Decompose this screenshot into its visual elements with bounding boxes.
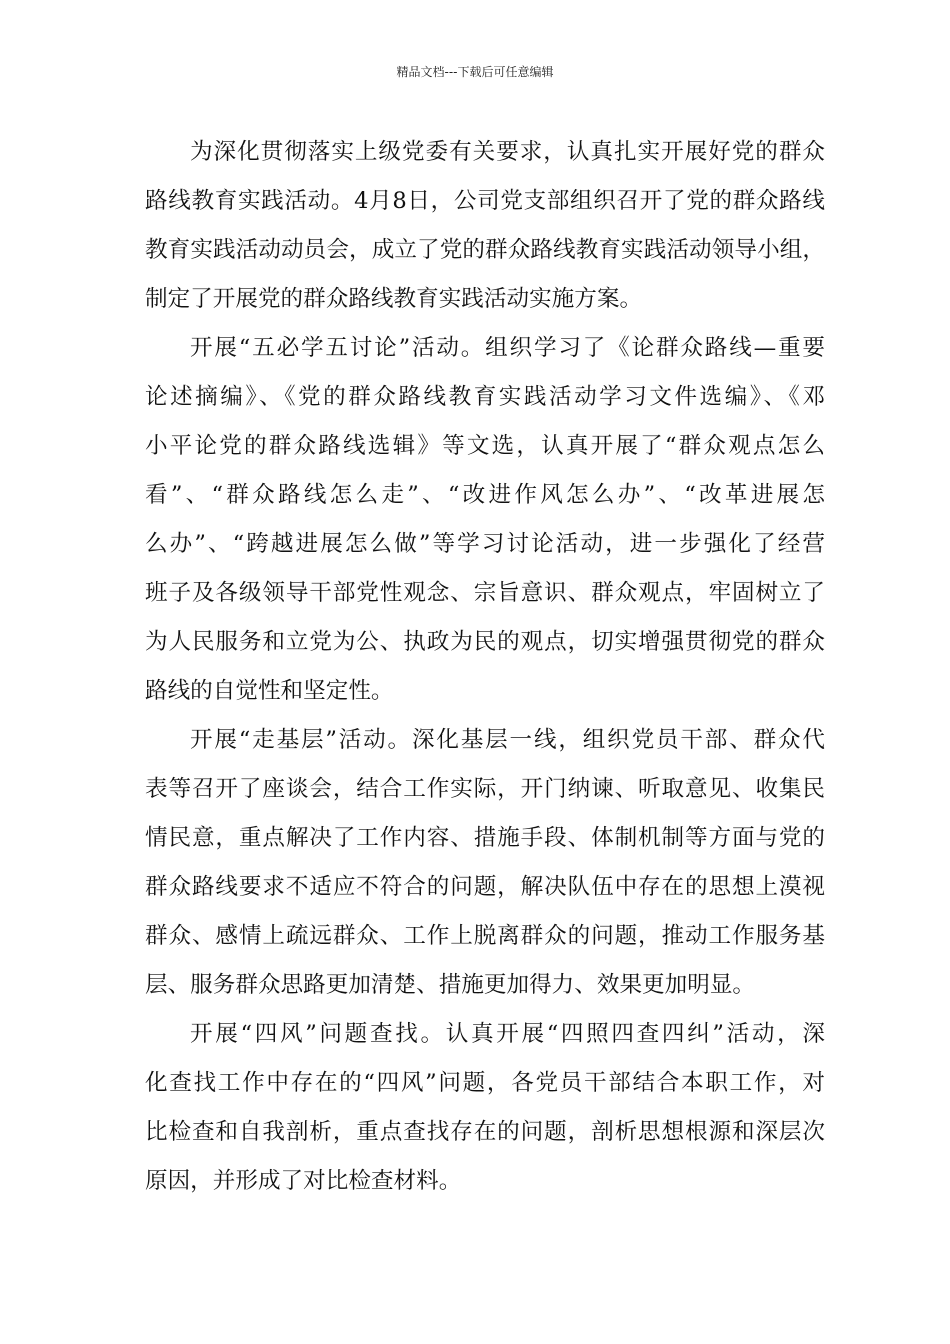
paragraph-line: 班子及各级领导干部党性观念、宗旨意识、群众观点，牢固树立了: [145, 580, 825, 606]
paragraph-line: 为人民服务和立党为公、执政为民的观点，切实增强贯彻党的群众: [145, 629, 825, 655]
paragraph-line: 情民意，重点解决了工作内容、措施手段、体制机制等方面与党的: [145, 825, 825, 851]
paragraph-line: 化查找工作中存在的“四风”问题，各党员干部结合本职工作，对: [145, 1070, 825, 1096]
paragraph-line: 论述摘编》、《党的群众路线教育实践活动学习文件选编》、《邓: [145, 384, 825, 410]
paragraph-4: [145, 1010, 825, 1206]
paragraph-line: 看”、“群众路线怎么走”、“改进作风怎么办”、“改革进展怎: [145, 482, 825, 508]
paragraph-line: 比检查和自我剖析，重点查找存在的问题，剖析思想根源和深层次: [145, 1119, 825, 1145]
paragraph-line: 开展“走基层”活动。深化基层一线，组织党员干部、群众代: [190, 727, 825, 753]
paragraph-2: [145, 324, 825, 716]
paragraph-line: 路线教育实践活动。4月8日，公司党支部组织召开了党的群众路线: [145, 188, 825, 214]
paragraph-line: 群众路线要求不适应不符合的问题，解决队伍中存在的思想上漠视: [145, 874, 825, 900]
paragraph-line: 表等召开了座谈会，结合工作实际，开门纳谏、听取意见、收集民: [145, 776, 825, 802]
paragraph-line: 为深化贯彻落实上级党委有关要求，认真扎实开展好党的群众: [190, 139, 825, 165]
paragraph-1: [145, 128, 825, 324]
document-body: [145, 128, 825, 1206]
paragraph-line: 么办”、“跨越进展怎么做”等学习讨论活动，进一步强化了经营: [145, 531, 825, 557]
paragraph-line: 教育实践活动动员会，成立了党的群众路线教育实践活动领导小组，: [145, 237, 825, 263]
paragraph-line: 开展“四风”问题查找。认真开展“四照四查四纠”活动，深: [190, 1021, 825, 1047]
paragraph-line: 群众、感情上疏远群众、工作上脱离群众的问题，推动工作服务基: [145, 923, 825, 949]
paragraph-line: 原因，并形成了对比检查材料。: [145, 1168, 462, 1194]
paragraph-line: 小平论党的群众路线选辑》等文选，认真开展了“群众观点怎么: [145, 433, 825, 459]
paragraph-line: 开展“五必学五讨论”活动。组织学习了《论群众路线—重要: [190, 335, 825, 361]
paragraph-line: 制定了开展党的群众路线教育实践活动实施方案。: [145, 286, 643, 312]
page-header: 精品文档---下载后可任意编辑: [396, 65, 554, 79]
paragraph-line: 层、服务群众思路更加清楚、措施更加得力、效果更加明显。: [145, 972, 756, 998]
paragraph-3: [145, 716, 825, 1010]
paragraph-line: 路线的自觉性和坚定性。: [145, 678, 394, 704]
